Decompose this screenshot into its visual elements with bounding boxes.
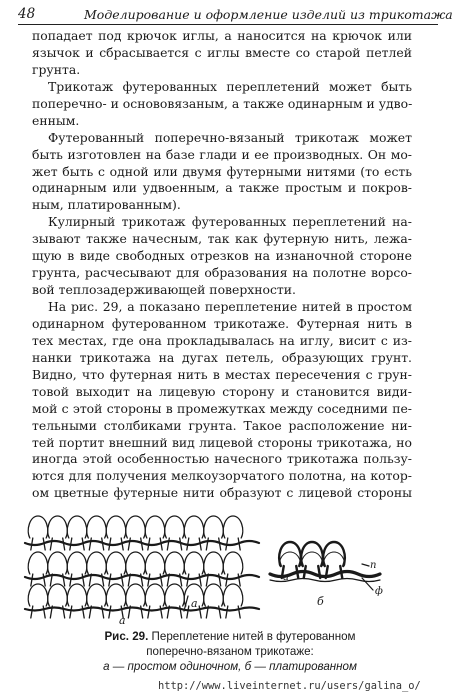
- stitch-loop: [67, 552, 87, 574]
- stitch-loop: [145, 552, 165, 574]
- stitch-loop: [28, 516, 48, 538]
- stitch-loop: [145, 584, 165, 606]
- stitch-loop: [28, 552, 48, 574]
- stitch-leg: [296, 566, 298, 578]
- stitch-loop: [204, 516, 224, 538]
- stitch-loop: [279, 552, 301, 566]
- label-p: п: [370, 560, 377, 571]
- stitch-leg: [187, 538, 189, 550]
- caption-line-1: [60, 629, 400, 644]
- stitch-leg: [304, 566, 306, 578]
- stitch-loop: [87, 552, 107, 574]
- stitch-loop: [48, 516, 68, 538]
- text-line: одинарном футерованном трикотаже. Футерная нить в: [32, 315, 412, 331]
- text-line: Трикотаж футерованных переплетений может быть: [48, 78, 412, 94]
- stitch-leg: [43, 606, 45, 618]
- stitch-leg: [238, 574, 240, 586]
- text-line: тех местах, где она прокладывалась на иглу, висит с из-: [32, 332, 412, 348]
- stitch-loop: [145, 516, 165, 538]
- text-line: тей портит внешний вид лицевой стороны трикотажа, но: [32, 434, 412, 450]
- stitch-leg: [102, 606, 104, 618]
- caption-title-text: Переплетение нитей в футерованном: [148, 630, 356, 643]
- stitch-loop: [323, 542, 345, 566]
- page-number: 48: [18, 6, 36, 22]
- stitch-leg: [226, 574, 228, 586]
- stitch-leg: [187, 606, 189, 618]
- stitch-loop: [106, 584, 126, 606]
- figure-caption: [60, 629, 400, 674]
- stitch-leg: [219, 538, 221, 550]
- text-line: Видно, что футерная нить в местах пересечения с грун-: [32, 366, 412, 382]
- stitch-leg: [282, 566, 284, 578]
- stitch-leg: [282, 566, 284, 578]
- body-text: [32, 28, 412, 502]
- stitch-loop: [87, 584, 107, 606]
- stitch-loop: [165, 584, 185, 606]
- stitch-leg: [63, 606, 65, 618]
- stitch-loop: [106, 552, 126, 574]
- text-line: жет быть с одной или двумя футерными нитями (то есть: [32, 163, 412, 179]
- stitch-loop: [165, 516, 185, 538]
- stitch-leg: [180, 606, 182, 618]
- text-line: енным.: [32, 112, 80, 128]
- stitch-leg: [121, 538, 123, 550]
- stitch-loop: [184, 516, 204, 538]
- stitch-loop: [48, 552, 68, 574]
- stitch-leg: [326, 566, 328, 578]
- stitch-leg: [326, 566, 328, 578]
- stitch-leg: [82, 606, 84, 618]
- running-title: Моделирование и оформление изделий из трикотажа: [84, 7, 453, 22]
- stitch-leg: [128, 606, 130, 618]
- text-line: иногда этой особенностью начесного трикотажа пользу-: [32, 451, 412, 467]
- text-line: зывают также начесным, так как футерную нить, лежа-: [32, 231, 412, 247]
- stitch-leg: [219, 606, 221, 618]
- stitch-leg: [206, 606, 208, 618]
- stitch-leg: [31, 574, 33, 586]
- stitch-loop: [48, 584, 68, 606]
- stitch-leg: [340, 566, 342, 578]
- stitch-leg: [50, 606, 52, 618]
- stitch-leg: [226, 538, 228, 550]
- stitch-leg: [160, 574, 162, 586]
- stitch-leg: [102, 538, 104, 550]
- stitch-leg: [296, 566, 298, 578]
- stitch-loop: [126, 584, 146, 606]
- text-line: товой выходит на лицевую сторону и становится види-: [32, 383, 412, 399]
- stitch-leg: [148, 606, 150, 618]
- stitch-loop: [223, 552, 243, 574]
- leader-line: [184, 596, 188, 611]
- stitch-leg: [141, 538, 143, 550]
- stitch-loop: [87, 516, 107, 538]
- stitch-loop: [126, 516, 146, 538]
- stitch-leg: [43, 574, 45, 586]
- stitch-leg: [180, 538, 182, 550]
- fleece-yarn: [25, 541, 259, 545]
- stitch-leg: [148, 538, 150, 550]
- stitch-leg: [238, 538, 240, 550]
- stitch-loop: [165, 552, 185, 574]
- text-line: Кулирный трикотаж футерованных переплетений на-: [48, 214, 412, 230]
- label-a-sub: а: [191, 597, 198, 610]
- stitch-leg: [109, 574, 111, 586]
- stitch-leg: [206, 538, 208, 550]
- stitch-leg: [167, 538, 169, 550]
- stitch-leg: [70, 574, 72, 586]
- text-line: вой теплозадерживающей поверхности.: [32, 282, 296, 298]
- stitch-loop: [279, 542, 301, 566]
- stitch-leg: [70, 606, 72, 618]
- text-line: нанки трикотажа на дугах петель, образующих грунт.: [32, 349, 412, 365]
- fleece-yarn: [25, 608, 259, 611]
- stitch-leg: [141, 606, 143, 618]
- stitch-leg: [160, 538, 162, 550]
- stitch-leg: [43, 538, 45, 550]
- stitch-leg: [109, 538, 111, 550]
- stitch-leg: [199, 538, 201, 550]
- stitch-leg: [238, 606, 240, 618]
- text-line: щую в виде свободных отрезков на изнаночной стороне: [32, 248, 412, 264]
- stitch-leg: [167, 574, 169, 586]
- knit-diagram-b: [270, 542, 380, 590]
- stitch-leg: [340, 566, 342, 578]
- text-line: язычок и сбрасывается с иглы вместе со старой петлей: [32, 44, 412, 60]
- stitch-loop: [301, 542, 323, 566]
- stitch-leg: [63, 538, 65, 550]
- stitch-loop: [204, 552, 224, 574]
- stitch-leg: [318, 566, 320, 578]
- stitch-leg: [128, 538, 130, 550]
- label-f: ф: [375, 586, 383, 597]
- stitch-loop: [106, 516, 126, 538]
- label-a: а: [119, 614, 126, 627]
- stitch-leg: [82, 574, 84, 586]
- text-line: быть изготовлен на базе глади и ее производных. Он мо-: [32, 146, 412, 162]
- header-rule: [18, 24, 438, 25]
- fleece-yarn: [25, 575, 259, 579]
- stitch-leg: [206, 574, 208, 586]
- caption-line-3: а — простом одиночном, б — платированном: [103, 660, 357, 673]
- caption-figure-number: Рис. 29.: [104, 630, 149, 643]
- text-line: тельными столбиками грунта. Такое расположение ни-: [32, 417, 412, 433]
- stitch-loop: [223, 584, 243, 606]
- stitch-loop: [204, 584, 224, 606]
- stitch-leg: [89, 574, 91, 586]
- stitch-leg: [199, 606, 201, 618]
- stitch-loop: [323, 552, 345, 566]
- text-line: Футерованный поперечно-вязаный трикотаж может: [48, 129, 412, 145]
- text-line: На рис. 29, а показано переплетение нитей в простом: [48, 299, 412, 314]
- stitch-leg: [167, 606, 169, 618]
- stitch-leg: [70, 538, 72, 550]
- leader-line: [362, 564, 369, 566]
- stitch-loop: [67, 516, 87, 538]
- running-header: [18, 6, 453, 24]
- stitch-leg: [63, 574, 65, 586]
- label-b: б: [317, 595, 324, 608]
- stitch-leg: [148, 574, 150, 586]
- stitch-leg: [226, 606, 228, 618]
- stitch-loop: [126, 552, 146, 574]
- stitch-leg: [102, 574, 104, 586]
- stitch-leg: [187, 574, 189, 586]
- stitch-leg: [160, 606, 162, 618]
- stitch-leg: [82, 538, 84, 550]
- label-b-a: а: [283, 572, 289, 583]
- stitch-leg: [128, 574, 130, 586]
- stitch-loop: [301, 552, 323, 566]
- stitch-leg: [109, 606, 111, 618]
- text-line: ются для получения мелкоузорчатого полотна, на котор-: [32, 468, 412, 484]
- ground-yarn: [270, 579, 380, 582]
- stitch-leg: [199, 574, 201, 586]
- text-line: попадает под крючок иглы, а наносится на крючок или: [32, 28, 412, 43]
- stitch-leg: [31, 606, 33, 618]
- stitch-leg: [304, 566, 306, 578]
- text-line: мой с этой стороны в промежутках между соседними пе-: [32, 400, 412, 416]
- stitch-leg: [141, 574, 143, 586]
- stitch-leg: [50, 538, 52, 550]
- stitch-loop: [28, 584, 48, 606]
- stitch-loop: [223, 516, 243, 538]
- text-line: грунта, расчесывают для образования на полотне ворсо-: [32, 265, 412, 281]
- stitch-leg: [89, 538, 91, 550]
- stitch-leg: [50, 574, 52, 586]
- stitch-leg: [121, 606, 123, 618]
- plated-fleece-yarn: [270, 572, 380, 577]
- stitch-leg: [121, 574, 123, 586]
- stitch-leg: [318, 566, 320, 578]
- caption-line-2: поперечно-вязаном трикотаже:: [146, 645, 314, 658]
- text-line: одинарным или удвоенным, а также простым и покров-: [32, 180, 412, 196]
- text-line: поперечно- и основовязаным, а также одинарным и удво-: [32, 95, 413, 111]
- stitch-leg: [219, 574, 221, 586]
- stitch-leg: [180, 574, 182, 586]
- text-line: грунта.: [32, 61, 81, 77]
- knit-diagram-a: [25, 516, 259, 618]
- stitch-leg: [31, 538, 33, 550]
- stitch-loop: [184, 584, 204, 606]
- stitch-loop: [67, 584, 87, 606]
- stitch-leg: [89, 606, 91, 618]
- text-line: ом цветные футерные нити образуют с лицевой стороны: [32, 485, 412, 501]
- source-watermark: http://www.liveinternet.ru/users/galina_o/: [158, 680, 421, 692]
- leader-line: [362, 578, 373, 590]
- text-line: ным, платированным).: [32, 197, 181, 213]
- stitch-loop: [184, 552, 204, 574]
